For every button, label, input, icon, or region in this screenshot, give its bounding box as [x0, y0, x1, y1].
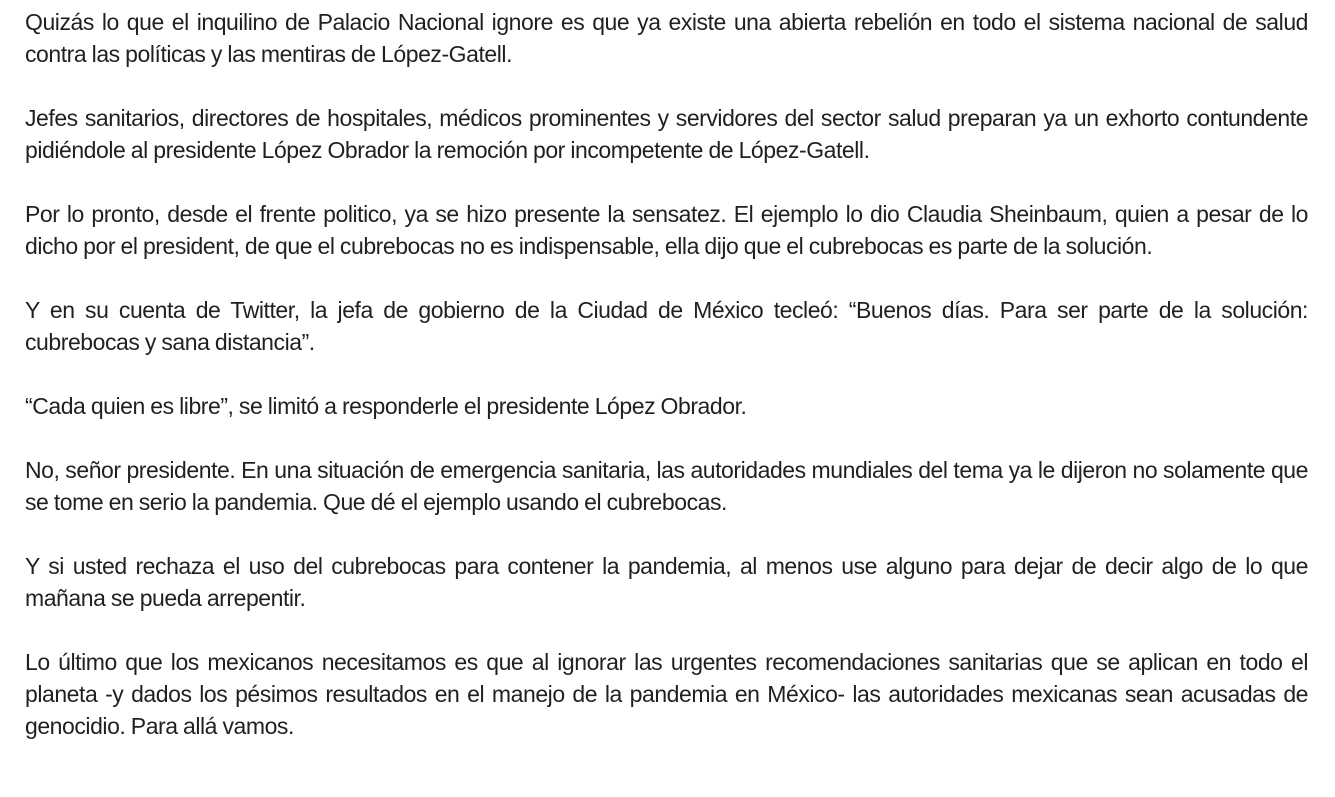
paragraph-cubrebocas: Y si usted rechaza el uso del cubrebocas para contener la pandemia, al menos use alguno para dejar de decir algo de lo que mañana se pueda arrepentir.	[25, 553, 1308, 611]
article-body	[25, 6, 1308, 742]
paragraph-genocidio: Lo último que los mexicanos necesitamos es que al ignorar las urgentes recomendaciones sanitarias que se aplican en todo el planeta -y dados los pésimos resultados en el manejo de la pandemia en México- las autoridades mexicanas sean acusadas de genocidio. Para allá vamos.	[25, 649, 1308, 739]
paragraph-sheinbaum: Por lo pronto, desde el frente politico, ya se hizo presente la sensatez. El ejemplo lo dio Claudia Sheinbaum, quien a pesar de lo dicho por el president, de que el cubrebocas no es indispensable, ella dijo que el cubrebocas es parte de la solución.	[25, 201, 1308, 259]
paragraph-senor-presidente: No, señor presidente. En una situación de emergencia sanitaria, las autoridades mundiales del tema ya le dijeron no solamente que se tome en serio la pandemia. Que dé el ejemplo usando el cubrebocas.	[25, 457, 1308, 515]
paragraph-rebellion: Quizás lo que el inquilino de Palacio Nacional ignore es que ya existe una abierta rebelión en todo el sistema nacional de salud contra las políticas y las mentiras de López-Gatell.	[25, 9, 1308, 67]
paragraph-twitter: Y en su cuenta de Twitter, la jefa de gobierno de la Ciudad de México tecleó: “Buenos días. Para ser parte de la solución: cubrebocas y sana distancia”.	[25, 297, 1308, 355]
paragraph-libre: “Cada quien es libre”, se limitó a responderle el presidente López Obrador.	[25, 393, 747, 419]
paragraph-health-chiefs: Jefes sanitarios, directores de hospitales, médicos prominentes y servidores del sector salud preparan ya un exhorto contundente pidiéndole al presidente López Obrador la remoción por incompetente de López-Gatell.	[25, 105, 1308, 163]
